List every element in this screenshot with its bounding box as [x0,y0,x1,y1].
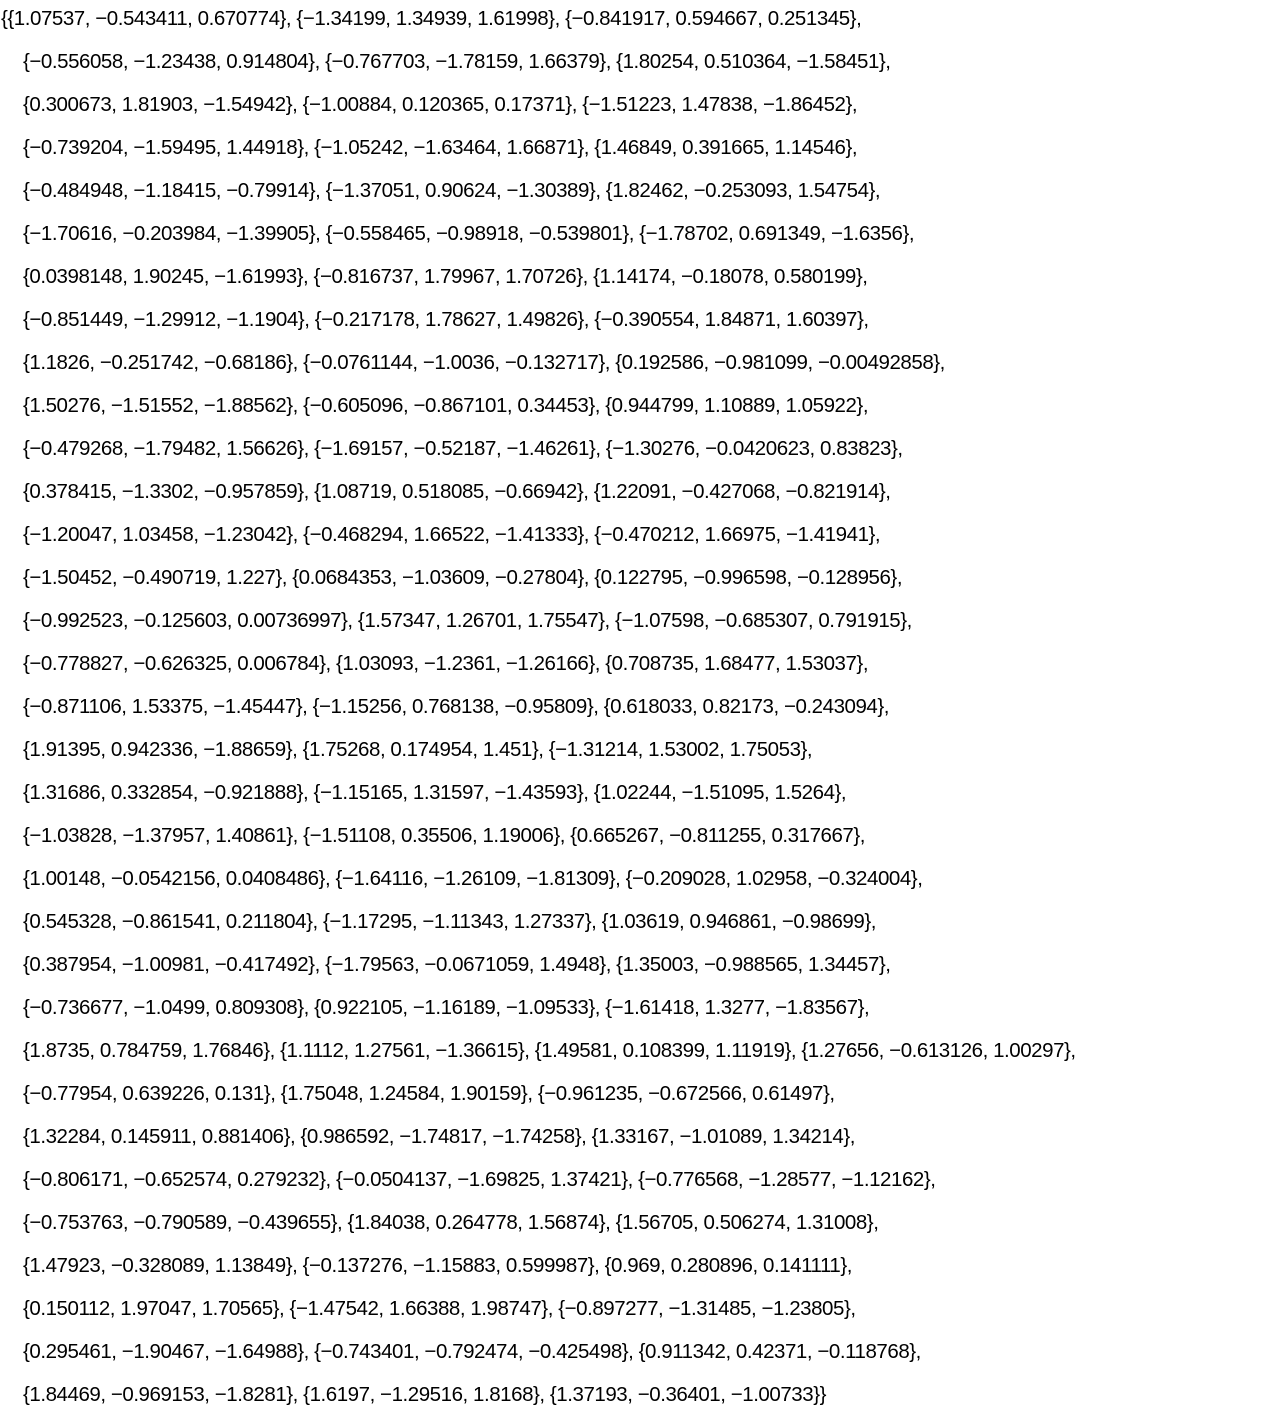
output-line: {−1.03828, −1.37957, 1.40861}, {−1.51108, 0.35506, 1.19006}, {0.665267, −0.811255, 0.317667}, [23,824,866,847]
output-line: {−0.753763, −0.790589, −0.439655}, {1.84038, 0.264778, 1.56874}, {1.56705, 0.506274, 1.31008}, [23,1211,879,1234]
output-line: {−0.736677, −1.0499, 0.809308}, {0.922105, −1.16189, −1.09533}, {−1.61418, 1.3277, −1.83567}, [23,996,870,1019]
output-line: {−0.992523, −0.125603, 0.00736997}, {1.57347, 1.26701, 1.75547}, {−1.07598, −0.685307, 0.791915}, [23,609,912,632]
output-line: {1.84469, −0.969153, −1.8281}, {1.6197, −1.29516, 1.8168}, {1.37193, −0.36401, −1.00733}} [23,1383,826,1406]
output-line: {1.1826, −0.251742, −0.68186}, {−0.0761144, −1.0036, −0.132717}, {0.192586, −0.981099, −0.00492858}, [23,351,945,374]
output-line: {−0.556058, −1.23438, 0.914804}, {−0.767703, −1.78159, 1.66379}, {1.80254, 0.510364, −1.58451}, [23,50,891,73]
output-line: {−0.778827, −0.626325, 0.006784}, {1.03093, −1.2361, −1.26166}, {0.708735, 1.68477, 1.53037}, [23,652,869,675]
output-line: {0.300673, 1.81903, −1.54942}, {−1.00884, 0.120365, 0.17371}, {−1.51223, 1.47838, −1.86452}, [23,93,858,116]
output-line: {1.32284, 0.145911, 0.881406}, {0.986592, −1.74817, −1.74258}, {1.33167, −1.01089, 1.34214}, [23,1125,856,1148]
output-cell[interactable] [1,4,1276,1423]
output-line: {0.150112, 1.97047, 1.70565}, {−1.47542, 1.66388, 1.98747}, {−0.897277, −1.31485, −1.23805}, [23,1297,856,1320]
output-line: {−0.77954, 0.639226, 0.131}, {1.75048, 1.24584, 1.90159}, {−0.961235, −0.672566, 0.61497}, [23,1082,835,1105]
output-line: {1.31686, 0.332854, −0.921888}, {−1.15165, 1.31597, −1.43593}, {1.02244, −1.51095, 1.5264}, [23,781,847,804]
output-line: {0.545328, −0.861541, 0.211804}, {−1.17295, −1.11343, 1.27337}, {1.03619, 0.946861, −0.98699}, [23,910,876,933]
output-line: {−1.20047, 1.03458, −1.23042}, {−0.468294, 1.66522, −1.41333}, {−0.470212, 1.66975, −1.41941}, [23,523,881,546]
output-line: {1.50276, −1.51552, −1.88562}, {−0.605096, −0.867101, 0.34453}, {0.944799, 1.10889, 1.05922}, [23,394,869,417]
output-line: {1.00148, −0.0542156, 0.0408486}, {−1.64116, −1.26109, −1.81309}, {−0.209028, 1.02958, −0.324004}, [23,867,923,890]
output-line: {1.47923, −0.328089, 1.13849}, {−0.137276, −1.15883, 0.599987}, {0.969, 0.280896, 0.141111}, [23,1254,852,1277]
output-line: {−0.484948, −1.18415, −0.79914}, {−1.37051, 0.90624, −1.30389}, {1.82462, −0.253093, 1.54754}, [23,179,881,202]
output-line: {0.295461, −1.90467, −1.64988}, {−0.743401, −0.792474, −0.425498}, {0.911342, 0.42371, −0.118768}, [23,1340,921,1363]
output-line: {0.0398148, 1.90245, −1.61993}, {−0.816737, 1.79967, 1.70726}, {1.14174, −0.18078, 0.580199}, [23,265,868,288]
output-line: {−0.871106, 1.53375, −1.45447}, {−1.15256, 0.768138, −0.95809}, {0.618033, 0.82173, −0.243094}, [23,695,890,718]
output-line: {0.387954, −1.00981, −0.417492}, {−1.79563, −0.0671059, 1.4948}, {1.35003, −0.988565, 1.34457}, [23,953,891,976]
output-line: {−1.50452, −0.490719, 1.227}, {0.0684353, −1.03609, −0.27804}, {0.122795, −0.996598, −0.128956}, [23,566,903,589]
output-line: {−0.479268, −1.79482, 1.56626}, {−1.69157, −0.52187, −1.46261}, {−1.30276, −0.0420623, 0.83823}, [23,437,903,460]
output-line: {−0.851449, −1.29912, −1.1904}, {−0.217178, 1.78627, 1.49826}, {−0.390554, 1.84871, 1.60397}, [23,308,869,331]
output-line: {0.378415, −1.3302, −0.957859}, {1.08719, 0.518085, −0.66942}, {1.22091, −0.427068, −0.821914}, [23,480,891,503]
output-line: {1.91395, 0.942336, −1.88659}, {1.75268, 0.174954, 1.451}, {−1.31214, 1.53002, 1.75053}, [23,738,813,761]
output-line: {−0.739204, −1.59495, 1.44918}, {−1.05242, −1.63464, 1.66871}, {1.46849, 0.391665, 1.14546}, [23,136,858,159]
output-line: {1.8735, 0.784759, 1.76846}, {1.1112, 1.27561, −1.36615}, {1.49581, 0.108399, 1.11919}, {1.27656, −0.613126, 1.00297}, [23,1039,1076,1062]
output-line: {{1.07537, −0.543411, 0.670774}, {−1.34199, 1.34939, 1.61998}, {−0.841917, 0.594667, 0.251345}, [1,7,862,30]
output-line: {−0.806171, −0.652574, 0.279232}, {−0.0504137, −1.69825, 1.37421}, {−0.776568, −1.28577, −1.12162}, [23,1168,936,1191]
output-line: {−1.70616, −0.203984, −1.39905}, {−0.558465, −0.98918, −0.539801}, {−1.78702, 0.691349, −1.6356}, [23,222,915,245]
